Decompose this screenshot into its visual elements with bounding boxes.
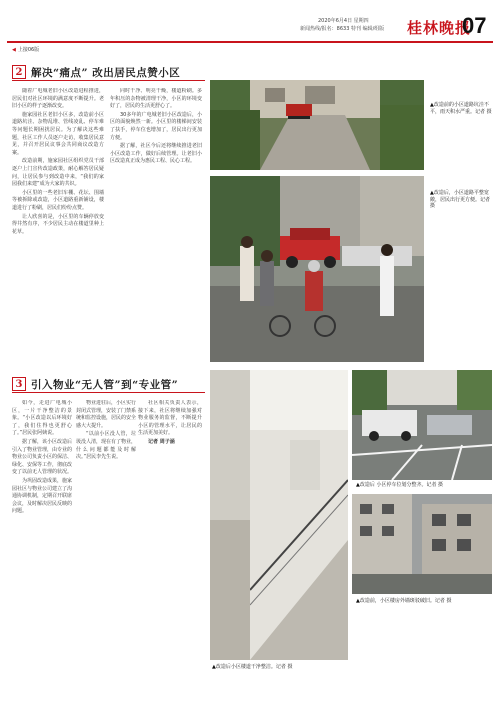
triangle-marker-icon: ◀ [12, 47, 16, 53]
section-3-column-2 [76, 400, 136, 700]
reporter-byline: 记者 周子涵 [148, 438, 175, 445]
paragraph: 30多年的广电城老旧小区改造后，小区的面貌焕然一新。小区里的楼梯间安装了扶手，停车位也增加了，居民出行更加方便。 [110, 111, 202, 141]
camera-icon: ▲ [356, 598, 360, 604]
paragraph: 改造前期，施家园社区组织党员干部逐户上门宣传改造政策，耐心解答居民疑问，让居民参与到改造中来，“我们的家园我们来建”成为大家的共识。 [12, 158, 104, 188]
photo-1-caption [430, 102, 492, 115]
section-3-column-1 [12, 400, 72, 700]
photo-3-caption [212, 664, 346, 671]
section-3-number: 3 [12, 377, 26, 391]
photo-5-caption-text: 改造前，小区楼房外墙斑驳破旧。记者 摄 [359, 598, 452, 604]
photo-stairwell [210, 370, 348, 660]
paragraph: 随着广电城老旧小区改造进程推进，居民们对社区环境的满意度不断提升。老旧小区的样子逐渐改变。 [12, 88, 104, 110]
section-3-column-3 [138, 400, 202, 700]
photo-1-caption-text: 改造前的小区道路坑洼不平，雨天积水严重。记者 摄 [430, 102, 492, 115]
paragraph: 为巩固改造成果，施家园社区与物业公司建立了沟通协调机制，定期召开联席会议，及时解决居民反映的问题。 [12, 477, 72, 515]
continued-from-text: 上接06版 [17, 47, 40, 53]
section-2-number: 2 [12, 65, 26, 79]
photo-3-caption-text: 改造后小区楼道干净整洁。记者 摄 [215, 664, 293, 670]
photo-4-caption-text: 改造后 小区停车位划分整齐。记者 摄 [359, 482, 444, 488]
newspaper-title: 桂林晚报 [407, 19, 472, 37]
section-3-heading: 引入物业“无人管”到“专业管” [31, 378, 179, 391]
paragraph: 物业进驻后，小区实行封闭式管理，安装了门禁系统和监控设施，居民的安全感大大提升。 [76, 400, 136, 429]
camera-icon: ▲ [430, 102, 434, 108]
photo-2-caption [430, 190, 492, 210]
issue-date: 2020年6月4日 星期四 [318, 18, 369, 24]
section-2-column-2 [110, 88, 202, 330]
photo-old-buildings [352, 494, 492, 594]
paragraph: “以前小区没人管，垃圾没人清，现在有了物业，什么问题都能及时解决。”居民李先生说。 [76, 431, 136, 461]
paragraph: 据了解，该小区改造后引入了物业管理，由专业的物业公司负责小区的保洁、绿化、安保等工作，彻底改变了以前无人管理的状况。 [12, 438, 72, 476]
paragraph: 让人欣喜的是，小区里的车辆停放变得井然有序，不少居民主动在楼道里种上花草。 [12, 213, 104, 235]
camera-icon: ▲ [430, 190, 434, 196]
photo-4-caption [356, 482, 443, 489]
continued-from-label [12, 46, 39, 53]
paragraph: 如今，走进广电城小区，一片干净整洁的景象。“小区改造以后环境好了，我们住得也更舒心了。”居民张阿姨说。 [12, 400, 72, 437]
photo-2-caption-text: 改造后，小区道路平整宽敞，居民出行更方便。记者 摄 [430, 190, 491, 209]
photo-residents-street [210, 176, 424, 362]
photo-courtyard-road [210, 80, 424, 170]
editor-line: 新闻热线/报名：8633 特刊 编辑/组版 [300, 26, 385, 32]
photo-5-caption [356, 598, 492, 605]
paragraph: 同时干净、明亮干燥，楼道粉刷。多年积压的杂物被清理干净，小区的环境变好了，居民的生活更舒心了。 [110, 88, 202, 110]
photo-parking-lot [352, 370, 492, 480]
header-divider [7, 41, 493, 43]
paragraph: 小区里的一些老旧车棚、花坛、围墙等被拆除或改造，小区道路重新铺设，楼道进行了粉刷，居民们纷纷点赞。 [12, 189, 104, 211]
camera-icon: ▲ [356, 482, 360, 488]
camera-icon: ▲ [212, 664, 216, 670]
page-header [0, 0, 500, 40]
section-2-rule [12, 80, 205, 81]
section-2-heading: 解决“痛点” 改出居民点赞小区 [31, 66, 181, 79]
paragraph: 据了解，社区今后还将继续推进老旧小区改造工作，做好后续管理。让老旧小区改造真正成为惠民工程、民心工程。 [110, 143, 202, 165]
section-2-title [12, 64, 180, 80]
page-number: 07 [462, 13, 487, 38]
paragraph: 社区相关负责人表示，接下来，社区将继续加强对物业服务的监督，不断提升小区的管理水平，让居民的生活更加美好。 [138, 400, 202, 437]
section-2-column-1 [12, 88, 104, 330]
section-3-title [12, 376, 178, 392]
paragraph: 施家园社区老旧小区多，改造前小区道路坑洼、杂物乱堆、管线凌乱、停车难等问题长期困扰居民。为了解决这些难题，社区工作人员逐户走访，收集居民意见，并召开居民议事会共同商议改造方案。 [12, 111, 104, 156]
section-3-rule [12, 392, 205, 393]
